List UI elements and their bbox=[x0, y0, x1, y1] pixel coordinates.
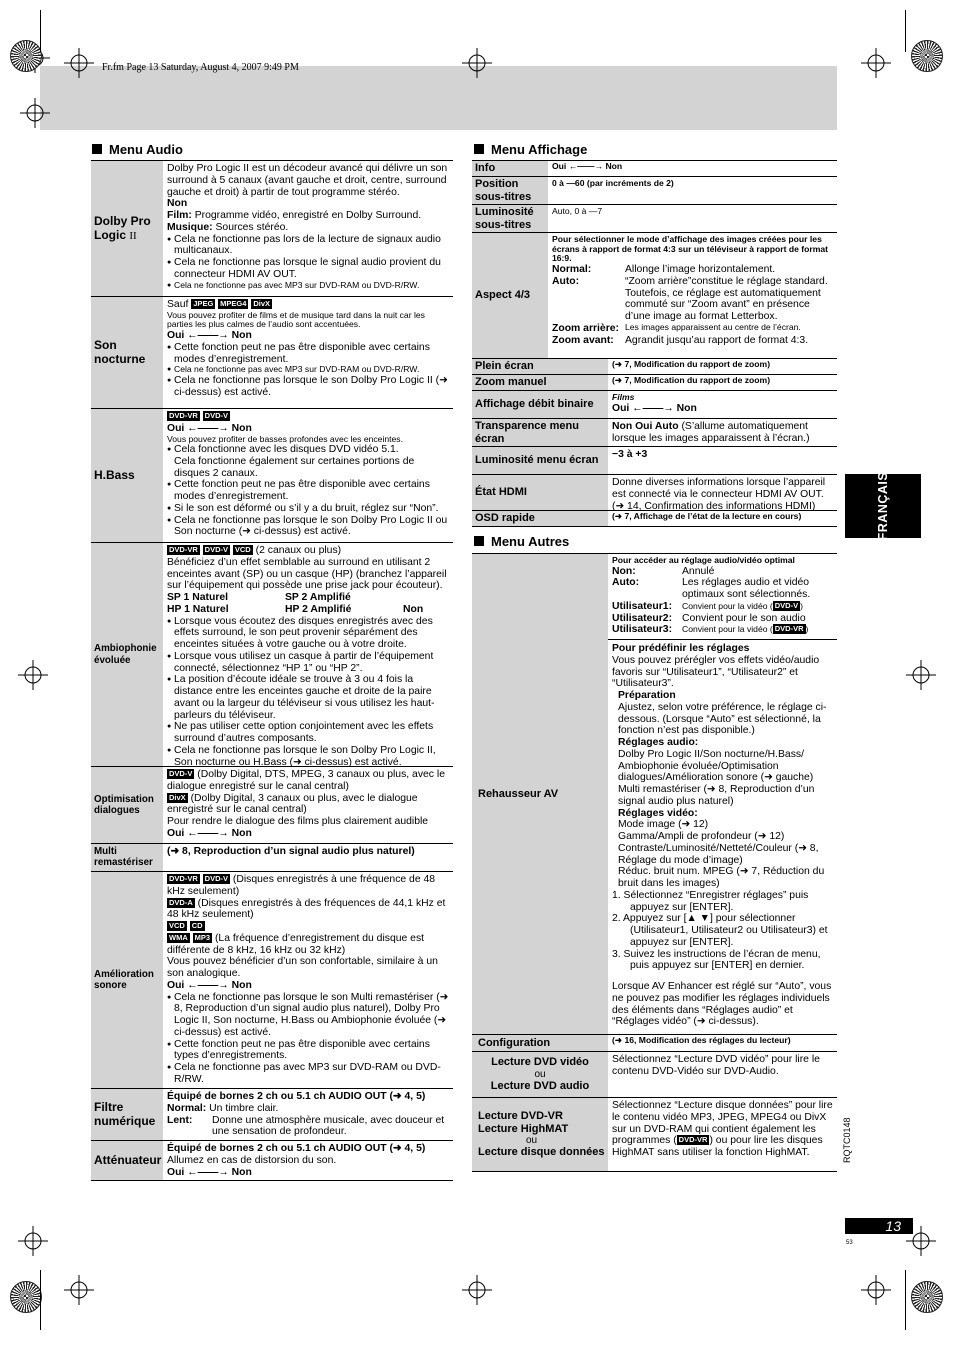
badge-divx: DivX bbox=[169, 792, 186, 802]
calibration-disc-icon bbox=[911, 40, 943, 72]
content-lecture-dvd-vr: Sélectionnez “Lecture disque données” pour lire le contenu vidéo MP3, JPEG, MPEG4 ou DivX sur un DVD-RAM qui contient également les programmes ( DVD-VR ) ou pour lire les disques HighMAT sans utiliser la fonction HighMAT. bbox=[612, 1100, 833, 1158]
badge-dvd-v: DVD-V bbox=[169, 769, 193, 778]
content-osd-rapide: (➜ 7, Affichage de l’état de la lecture en cours) bbox=[612, 511, 802, 521]
content-plein-ecran: (➜ 7, Modification du rapport de zoom) bbox=[612, 359, 771, 369]
row-son-nocturne bbox=[91, 297, 453, 409]
badge-dvd-vr: DVD-VR bbox=[169, 545, 198, 554]
registration-mark-icon bbox=[64, 48, 94, 78]
content-son-nocturne: Sauf JPEG MPEG4 DivX Vous pouvez profiter de films et de musique tard dans la nuit car les parties les plus calmes de l’audio sont accentuées. Oui ←——→ Non ● Cette fonction peut ne pas être disponible avec certains modes d’enregistrement. ● Cela ne fonctionne pas avec MP3 sur DVD-RAM ou DVD-R/RW. ● Cela ne fonctionne pas lorsque le son Dolby Pro Logic II (➜ ci-dessus) est activé. bbox=[163, 297, 453, 408]
badge-jpeg: JPEG bbox=[193, 299, 214, 308]
sheet-number: 53 bbox=[846, 1240, 853, 1246]
label-aspect-4-3: Aspect 4/3 bbox=[472, 233, 548, 358]
row-luminosite-menu bbox=[472, 447, 837, 475]
label-hbass: H.Bass bbox=[91, 409, 163, 542]
menu-affichage-title: Menu Affichage bbox=[474, 143, 587, 158]
language-tab: FRANÇAIS bbox=[845, 474, 921, 538]
label-osd-rapide: OSD rapide bbox=[472, 511, 608, 526]
content-hbass: DVD-VR DVD-V Oui ←——→ Non Vous pouvez profiter de basses profondes avec les enceintes. ● Cela fonctionne avec les disques DVD vidéo 5.1. Cela fonctionne également sur certaines portions de disques 2 canaux. ● Cette fonction peut ne pas être disponible avec certains modes d’enregistrement. ● Si le son est déformé ou s’il y a du bruit, réglez sur “Non”. ● Cela ne fonctionne pas lorsque le son Dolby Pro Logic II ou Son nocturne (➜ ci-dessus) est activé. bbox=[163, 409, 453, 542]
row-position-sous-titres bbox=[472, 177, 837, 205]
label-son-nocturne: Son nocturne bbox=[91, 297, 163, 408]
label-affichage-debit: Affichage débit binaire bbox=[472, 391, 608, 418]
registration-mark-icon bbox=[64, 1275, 94, 1305]
row-osd-rapide bbox=[472, 511, 837, 527]
row-optimisation-dialogues bbox=[91, 767, 453, 844]
label-plein-ecran: Plein écran bbox=[472, 359, 608, 374]
document-code: RQTC0148 bbox=[842, 1117, 852, 1163]
registration-mark-icon bbox=[18, 660, 48, 690]
label-lecture-dvd-vr: Lecture DVD-VR Lecture HighMAT ou Lecture disque données bbox=[472, 1098, 608, 1171]
trim-line bbox=[905, 10, 906, 52]
row-amelioration-sonore bbox=[91, 872, 453, 1089]
menu-autres-title: Menu Autres bbox=[474, 535, 569, 550]
row-lecture-dvd-vr bbox=[472, 1098, 837, 1172]
label-multi-remasteriser: Multi remastériser bbox=[91, 844, 163, 871]
bullet-square-icon bbox=[474, 144, 484, 154]
row-multi-remasteriser bbox=[91, 844, 453, 872]
file-header: Fr.fm Page 13 Saturday, August 4, 2007 9:49 PM bbox=[102, 62, 299, 73]
label-ambiophonie: Ambiophonie évoluée bbox=[91, 543, 163, 766]
badge-dvd-vr: DVD-VR bbox=[678, 1135, 708, 1145]
menu-autres-table bbox=[472, 553, 837, 1172]
content-filtre-numerique: Équipé de bornes 2 ch ou 5.1 ch AUDIO OUT (➜ 4, 5) Normal: Un timbre clair. Lent: Donne une atmosphère musicale, avec douceur et une sensation de profondeur. bbox=[167, 1091, 445, 1138]
content-dolby-pro-logic: Dolby Pro Logic II est un décodeur avancé qui délivre un son surround à 5 canaux (avant gauche et droit, centre, surround gauche et droit) à partir de tout programme stéréo. Non Film: Programme vidéo, enregistré en Dolby Surround. Musique: Sources stéréo. ● Cela ne fonctionne pas lors de la lecture de signaux audio multicanaux. ● Cela ne fonctionne pas lorsque le signal audio provient du connecteur HDMI AV OUT. ● Cela ne fonctionne pas avec MP3 sur DVD-RAM ou DVD-R/RW. bbox=[163, 161, 453, 296]
badge-dvd-v: DVD-V bbox=[204, 874, 228, 883]
content-rehausseur-av bbox=[608, 554, 837, 1034]
content-position-sous-titres: 0 à —60 (par incréments de 2) bbox=[552, 178, 674, 188]
badge-vcd: VCD bbox=[169, 921, 185, 930]
content-zoom-manuel: (➜ 7, Modification du rapport de zoom) bbox=[612, 375, 771, 385]
bullet-square-icon bbox=[474, 536, 484, 546]
content-lecture-dvd-video: Sélectionnez “Lecture DVD vidéo” pour lire le contenu DVD-Vidéo sur DVD-Audio. bbox=[612, 1054, 820, 1077]
label-dolby-pro-logic: Dolby Pro Logic II bbox=[91, 161, 163, 296]
label-optimisation-dialogues: Optimisation dialogues bbox=[91, 767, 163, 843]
row-plein-ecran bbox=[472, 359, 837, 375]
calibration-disc-icon bbox=[10, 1281, 42, 1313]
label-attenuateur: Atténuateur bbox=[91, 1141, 163, 1180]
row-ambiophonie bbox=[91, 543, 453, 767]
page-number: 13 bbox=[845, 1218, 913, 1234]
label-configuration: Configuration bbox=[472, 1035, 608, 1051]
label-luminosite-sous-titres: Luminosité sous-titres bbox=[472, 205, 548, 232]
row-lecture-dvd-video bbox=[472, 1052, 837, 1098]
badge-cd: CD bbox=[191, 921, 203, 930]
badge-dvd-v: DVD-V bbox=[204, 545, 228, 554]
rehausseur-optimal-block: Pour accéder au réglage audio/vidéo optimal Non: Annulé Auto: Les réglages audio et vidéo optimaux sont sélectionnés. Utilisateur1: Convient pour la vidéo ( DVD-V ) Utilisateur2: Convient pour le son audio Utilisateur3: Convient pour la vidéo ( DVD-VR ) bbox=[608, 554, 837, 640]
content-configuration: (➜ 16, Modification des réglages du lecteur) bbox=[612, 1035, 791, 1045]
content-transparence-menu: Non Oui Auto (S’allume automatiquement lorsque les images apparaissent à l’écran.) bbox=[612, 421, 810, 444]
content-info: Oui ←——→ Non bbox=[552, 161, 623, 171]
badge-dvd-a: DVD-A bbox=[169, 897, 193, 907]
label-lecture-dvd-video: Lecture DVD vidéo ou Lecture DVD audio bbox=[472, 1052, 608, 1097]
content-aspect-4-3: Pour sélectionner le mode d’affichage des images créées pour les écrans à rapport de format 4:3 sur un téléviseur à rapport de format 16:9. Normal: Allonge l’image horizontalement. Auto: “Zoom arrière”constitue le réglage standard. Toutefois, ce réglage est automatiquement commuté sur “Zoom avant” en présence d’une image au format Letterbox. Zoom arrière: Les images apparaissent au centre de l’écran. Zoom avant: Agrandit jusqu’au rapport de format 4:3. bbox=[552, 234, 829, 346]
content-luminosite-menu: −3 à +3 bbox=[612, 449, 648, 460]
row-affichage-debit bbox=[472, 391, 837, 419]
badge-wma: WMA bbox=[169, 932, 188, 942]
label-zoom-manuel: Zoom manuel bbox=[472, 375, 608, 390]
content-multi-remasteriser: (➜ 8, Reproduction d’un signal audio plus naturel) bbox=[167, 846, 415, 857]
badge-divx: DivX bbox=[253, 299, 271, 308]
registration-mark-icon bbox=[18, 1226, 48, 1256]
content-etat-hdmi: Donne diverses informations lorsque l’appareil est connecté via le connecteur HDMI AV OUT. (➜ 14, Confirmation des informations HDMI) bbox=[612, 477, 826, 512]
content-amelioration-sonore: DVD-VR DVD-V (Disques enregistrés à une fréquence de 48 kHz seulement) DVD-A (Disques enregistrés à des fréquences de 44,1 kHz et 48 kHz seulement) VCD CD WMA MP3 (La fréquence d’enregistrement du disque est différente de 8 kHz, 16 kHz ou 32 kHz) Vous pouvez bénéficier d’un son confortable, similaire à un son analogique. Oui ←——→ Non ● Cela ne fonctionne pas lorsque le son Multi remastériser (➜ 8, Reproduction d’un signal audio plus naturel), Dolby Pro Logic II, Son nocturne, H.Bass ou Ambiophonie évoluée (➜ ci-dessus) est activé. ● Cette fonction peut ne pas être disponible avec certains types d’enregistrements. ● Cela ne fonctionne pas avec MP3 sur DVD-RAM ou DVD-R/RW. bbox=[163, 872, 453, 1088]
row-attenuateur bbox=[91, 1141, 453, 1181]
label-amelioration-sonore: Amélioration sonore bbox=[91, 872, 163, 1088]
header-band bbox=[40, 66, 837, 130]
label-etat-hdmi: État HDMI bbox=[472, 475, 608, 510]
row-luminosite-sous-titres bbox=[472, 205, 837, 233]
menu-audio-title: Menu Audio bbox=[92, 143, 183, 158]
badge-mpeg4: MPEG4 bbox=[220, 299, 247, 308]
row-configuration bbox=[472, 1035, 837, 1052]
row-hbass bbox=[91, 409, 453, 543]
row-filtre-numerique bbox=[91, 1089, 453, 1141]
row-zoom-manuel bbox=[472, 375, 837, 391]
badge-dvd-vr: DVD-VR bbox=[169, 874, 198, 883]
content-affichage-debit: Films Oui ←——→ Non bbox=[612, 392, 697, 414]
label-transparence-menu: Transparence menu écran bbox=[472, 419, 608, 446]
content-ambiophonie: DVD-VR DVD-V VCD (2 canaux ou plus) Bénéficiez d’un effet semblable au surround en utilisant 2 enceintes avant (SP) ou un casque (HP) (branchez l’appareil sur l’équipement qui possède une prise jack pour écouteur). SP 1 Naturel SP 2 Amplifié HP 1 Naturel HP 2 Amplifié Non ● Lorsque vous écoutez des disques enregistrés avec des effets surround, le son peut provenir séparément des enceintes situées à votre gauche ou à votre droite. ● Lorsque vous utilisez un casque à partir de l’équipement connecté, sélectionnez “HP 1” ou “HP 2”. ● La position d’écoute idéale se trouve à 3 ou 4 fois la distance entre les enceintes gauche et droite de la paire avant ou la largeur du téléviseur si vous utilisez les haut-parleurs du téléviseur. ● Ne pas utiliser cette option conjointement avec les effets surround d’autres composants. ● Cela ne fonctionne pas lorsque le son Dolby Pro Logic II, Son nocturne ou H.Bass (➜ ci-dessus) est activé. bbox=[163, 543, 453, 766]
row-aspect-4-3 bbox=[472, 233, 837, 359]
badge-dvd-vr: DVD-VR bbox=[169, 411, 198, 420]
label-position-sous-titres: Position sous-titres bbox=[472, 177, 548, 204]
registration-mark-icon bbox=[906, 660, 936, 690]
badge-mp3: MP3 bbox=[194, 932, 211, 942]
registration-mark-icon bbox=[861, 48, 891, 78]
label-rehausseur-av: Rehausseur AV bbox=[472, 554, 608, 1034]
registration-mark-icon bbox=[462, 1275, 492, 1305]
label-filtre-numerique: Filtre numérique bbox=[91, 1089, 163, 1140]
badge-dvd-v: DVD-V bbox=[204, 411, 228, 420]
row-rehausseur-av bbox=[472, 554, 837, 1035]
trim-line bbox=[905, 1270, 906, 1330]
badge-dvd-vr: DVD-VR bbox=[774, 624, 804, 634]
menu-affichage-table bbox=[472, 160, 837, 527]
row-transparence-menu bbox=[472, 419, 837, 447]
rehausseur-preset-block: Pour prédéfinir les réglages Vous pouvez prérégler vos effets vidéo/audio favoris sur “Utilisateur1”, “Utilisateur2” et “Utilisateur3”. Préparation Ajustez, selon votre préférence, le réglage ci-dessous. (Lorsque “Auto” est sélectionné, la fonction n’est pas disponible.) Réglages audio: Dolby Pro Logic II/Son nocturne/H.Bass/ Ambiophonie évoluée/Optimisation dialogues/Amélioration sonore (➜ gauche) Multi remastériser (➜ 8, Reproduction d’un signal audio plus naturel) Réglages vidéo: Mode image (➜ 12) Gamma/Ampli de profondeur (➜ 12) Contraste/Luminosité/Netteté/Couleur (➜ 8, Réglage du mode d’image) Réduc. bruit num. MPEG (➜ 7, Réduction du bruit dans les images) 1. Sélectionnez “Enregistrer réglages” puis appuyez sur [ENTER]. 2. Appuyez sur [▲ ▼] pour sélectionner (Utilisateur1, Utilisateur2 ou Utilisateur3) et appuyez sur [ENTER]. 3. Suivez les instructions de l’écran de menu, puis appuyez sur [ENTER] en dernier. Lorsque AV Enhancer est réglé sur “Auto”, vous ne pouvez pas modifier les réglages individuels des éléments dans “Réglages audio” et “Réglages vidéo” (➜ ci-dessus). bbox=[612, 643, 832, 1028]
badge-dvd-v: DVD-V bbox=[774, 600, 799, 610]
calibration-disc-icon bbox=[10, 40, 42, 72]
row-etat-hdmi bbox=[472, 475, 837, 511]
registration-mark-icon bbox=[20, 98, 50, 128]
label-info: Info bbox=[472, 161, 548, 176]
content-luminosite-sous-titres: Auto, 0 à —7 bbox=[552, 206, 603, 216]
calibration-disc-icon bbox=[911, 1281, 943, 1313]
bullet-square-icon bbox=[92, 144, 102, 154]
registration-mark-icon bbox=[861, 1275, 891, 1305]
content-optimisation-dialogues: DVD-V (Dolby Digital, DTS, MPEG, 3 canaux ou plus, avec le dialogue enregistré sur le canal central) DivX (Dolby Digital, 3 canaux ou plus, avec le dialogue enregistré sur le canal central) Pour rendre le dialogue des films plus clairement audible Oui ←——→ Non bbox=[167, 769, 445, 839]
badge-vcd: VCD bbox=[234, 545, 251, 554]
trim-line bbox=[40, 1270, 41, 1330]
registration-mark-icon bbox=[462, 48, 492, 78]
label-luminosite-menu: Luminosité menu écran bbox=[472, 447, 608, 474]
trim-line bbox=[40, 10, 41, 52]
content-attenuateur: Équipé de bornes 2 ch ou 5.1 ch AUDIO OUT (➜ 4, 5) Allumez en cas de distorsion du son. Oui ←——→ Non bbox=[167, 1143, 426, 1178]
menu-audio-table bbox=[91, 160, 453, 1181]
row-info bbox=[472, 161, 837, 177]
row-dolby-pro-logic bbox=[91, 161, 453, 297]
